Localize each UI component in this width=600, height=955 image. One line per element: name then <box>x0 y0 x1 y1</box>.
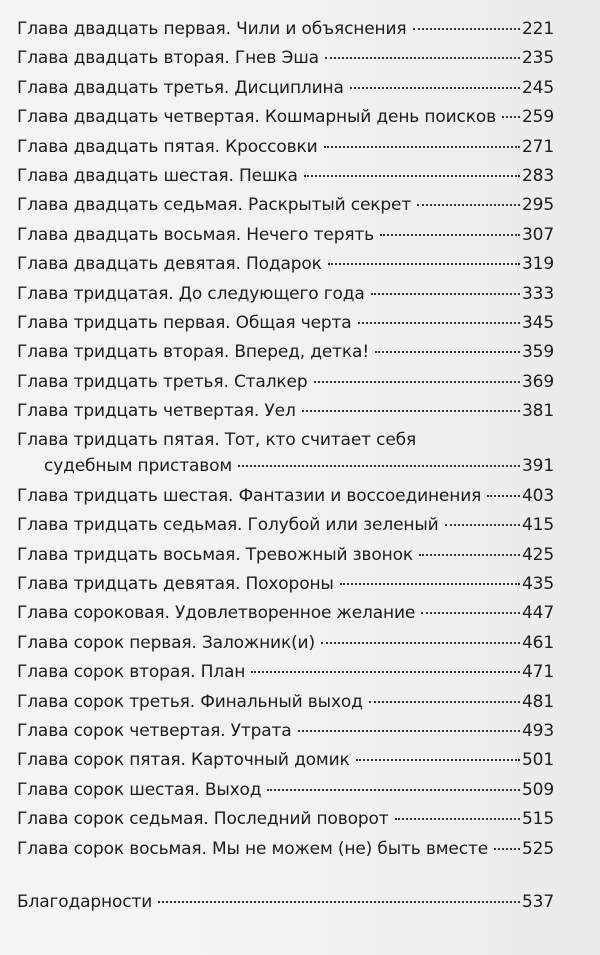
toc-entry-title: Глава двадцать седьмая. Раскрытый секрет <box>17 195 412 216</box>
toc-entry <box>17 312 554 341</box>
toc-entry <box>17 485 554 514</box>
toc-entry-page: 333 <box>522 283 554 304</box>
toc-entry-page: 461 <box>522 632 554 653</box>
toc-entry-acknowledgements <box>17 891 554 920</box>
table-of-contents <box>17 18 554 920</box>
toc-entry-page: 493 <box>522 720 554 741</box>
dot-leader <box>445 524 520 526</box>
toc-entry-title: Глава двадцать первая. Чили и объяснения <box>17 19 407 39</box>
toc-entry-title: Глава сорок четвертая. Утрата <box>17 720 292 741</box>
toc-entry-title: Глава двадцать шестая. Пешка <box>17 165 298 186</box>
dot-leader <box>487 495 520 497</box>
toc-entry-title: Глава сорок шестая. Выход <box>17 779 262 800</box>
toc-entry-page: 447 <box>522 603 554 624</box>
toc-entry-page: 369 <box>522 371 554 392</box>
toc-entry-title: Глава двадцать пятая. Кроссовки <box>17 136 318 157</box>
dot-leader <box>371 293 520 295</box>
dot-leader <box>340 583 520 585</box>
toc-entry-page: 425 <box>522 544 554 565</box>
toc-entry-title: Глава двадцать четвертая. Кошмарный день поисков <box>17 107 496 128</box>
toc-entry <box>17 632 554 661</box>
dot-leader <box>350 87 520 89</box>
toc-entry-page: 307 <box>522 224 554 245</box>
dot-leader <box>356 759 520 761</box>
toc-entry-page: 259 <box>522 107 554 128</box>
dot-leader <box>325 57 520 59</box>
toc-entry <box>17 194 554 223</box>
dot-leader <box>419 554 520 556</box>
toc-entry-title: Глава тридцать шестая. Фантазии и воссоединения <box>17 485 482 506</box>
dot-leader <box>267 789 520 791</box>
toc-entry <box>17 838 554 867</box>
toc-entry <box>17 720 554 749</box>
toc-entry <box>17 253 554 282</box>
toc-entry <box>17 47 554 76</box>
toc-entry <box>17 514 554 543</box>
toc-entry-page: 283 <box>522 165 554 186</box>
toc-entry-line-1 <box>17 429 554 455</box>
dot-leader <box>369 701 520 703</box>
toc-entry-page: 235 <box>522 48 554 69</box>
toc-entry-title: Глава тридцатая. До следующего года <box>17 283 365 304</box>
toc-entry-page: 537 <box>522 891 554 912</box>
toc-entry-title: Глава тридцать первая. Общая черта <box>17 312 352 333</box>
toc-entry-page: 245 <box>522 77 554 98</box>
toc-entry-page: 501 <box>522 750 554 771</box>
toc-entry <box>17 808 554 837</box>
toc-entry-title: Глава двадцать девятая. Подарок <box>17 254 322 275</box>
toc-entry-title: Глава двадцать восьмая. Нечего терять <box>17 224 375 245</box>
dot-leader <box>298 730 520 732</box>
toc-entry-title: Глава тридцать седьмая. Голубой или зеленый <box>17 515 439 536</box>
dot-leader <box>502 116 520 118</box>
toc-entry-page: 415 <box>522 515 554 536</box>
toc-entry <box>17 341 554 370</box>
toc-entry-title: Глава сорок седьмая. Последний поворот <box>17 809 389 830</box>
toc-entry-page: 381 <box>522 401 554 422</box>
toc-entry-page: 403 <box>522 485 554 506</box>
toc-entry-title: Глава сорок третья. Финальный выход <box>17 691 363 712</box>
dot-leader <box>304 175 520 177</box>
toc-entry <box>17 544 554 573</box>
toc-entry-page: 221 <box>522 19 554 39</box>
toc-entry <box>17 165 554 194</box>
toc-entry <box>17 400 554 429</box>
dot-leader <box>395 818 520 820</box>
toc-entry-line-2 <box>17 455 554 484</box>
toc-entry-title: Глава тридцать девятая. Похороны <box>17 574 334 595</box>
toc-entry-page: 515 <box>522 809 554 830</box>
dot-leader <box>358 322 520 324</box>
toc-entry <box>17 18 554 47</box>
dot-leader <box>302 410 520 412</box>
toc-entry <box>17 691 554 720</box>
toc-entry-title: Глава тридцать пятая. Тот, кто считает себя <box>17 430 417 451</box>
dot-leader <box>417 204 520 206</box>
dot-leader <box>238 465 520 467</box>
dot-leader <box>380 234 520 236</box>
dot-leader <box>328 263 520 265</box>
dot-leader <box>251 671 520 673</box>
dot-leader <box>413 28 521 30</box>
dot-leader <box>158 901 520 903</box>
toc-entry <box>17 371 554 400</box>
toc-entry-title: Глава двадцать вторая. Гнев Эша <box>17 48 319 69</box>
toc-entry-page: 345 <box>522 312 554 333</box>
dot-leader <box>421 612 520 614</box>
toc-entry-page: 471 <box>522 662 554 683</box>
toc-entry-page: 391 <box>522 456 554 477</box>
toc-entry-title: Глава сорок первая. Заложник(и) <box>17 632 315 653</box>
toc-entry-title: Глава тридцать восьмая. Тревожный звонок <box>17 544 413 565</box>
dot-leader <box>494 848 520 850</box>
toc-entry-page: 319 <box>522 254 554 275</box>
toc-entry <box>17 779 554 808</box>
toc-entry-title: Глава сорок восьмая. Мы не можем (не) быть вместе <box>17 838 488 859</box>
toc-entry <box>17 136 554 165</box>
toc-entry <box>17 77 554 106</box>
dot-leader <box>321 642 520 644</box>
section-gap <box>17 867 554 891</box>
toc-entry-title: Глава сорок вторая. План <box>17 662 246 683</box>
toc-entry <box>17 602 554 631</box>
dot-leader <box>375 351 520 353</box>
toc-entry-title: Глава тридцать третья. Сталкер <box>17 371 308 392</box>
toc-entry <box>17 661 554 690</box>
toc-entry-page: 435 <box>522 574 554 595</box>
toc-entry-page: 481 <box>522 691 554 712</box>
toc-entry-title: Глава тридцать четвертая. Уел <box>17 401 296 422</box>
toc-entry-title: Глава сороковая. Удовлетворенное желание <box>17 603 416 624</box>
toc-entry-page: 509 <box>522 779 554 800</box>
toc-entry-page: 525 <box>522 838 554 859</box>
toc-entry <box>17 283 554 312</box>
toc-entry-page: 271 <box>522 136 554 157</box>
toc-entry-title: Глава сорок пятая. Карточный домик <box>17 750 350 771</box>
dot-leader <box>324 146 521 148</box>
toc-entry-title: Глава двадцать третья. Дисциплина <box>17 77 344 98</box>
toc-entry <box>17 224 554 253</box>
toc-entry <box>17 106 554 135</box>
toc-entry-page: 295 <box>522 195 554 216</box>
toc-entry-title: Глава тридцать вторая. Вперед, детка! <box>17 342 369 363</box>
toc-entry <box>17 749 554 778</box>
toc-entry <box>17 573 554 602</box>
toc-entry-title-continued: судебным приставом <box>44 456 233 477</box>
toc-entry-title: Благодарности <box>17 891 153 912</box>
toc-entry-page: 359 <box>522 342 554 363</box>
dot-leader <box>314 381 521 383</box>
